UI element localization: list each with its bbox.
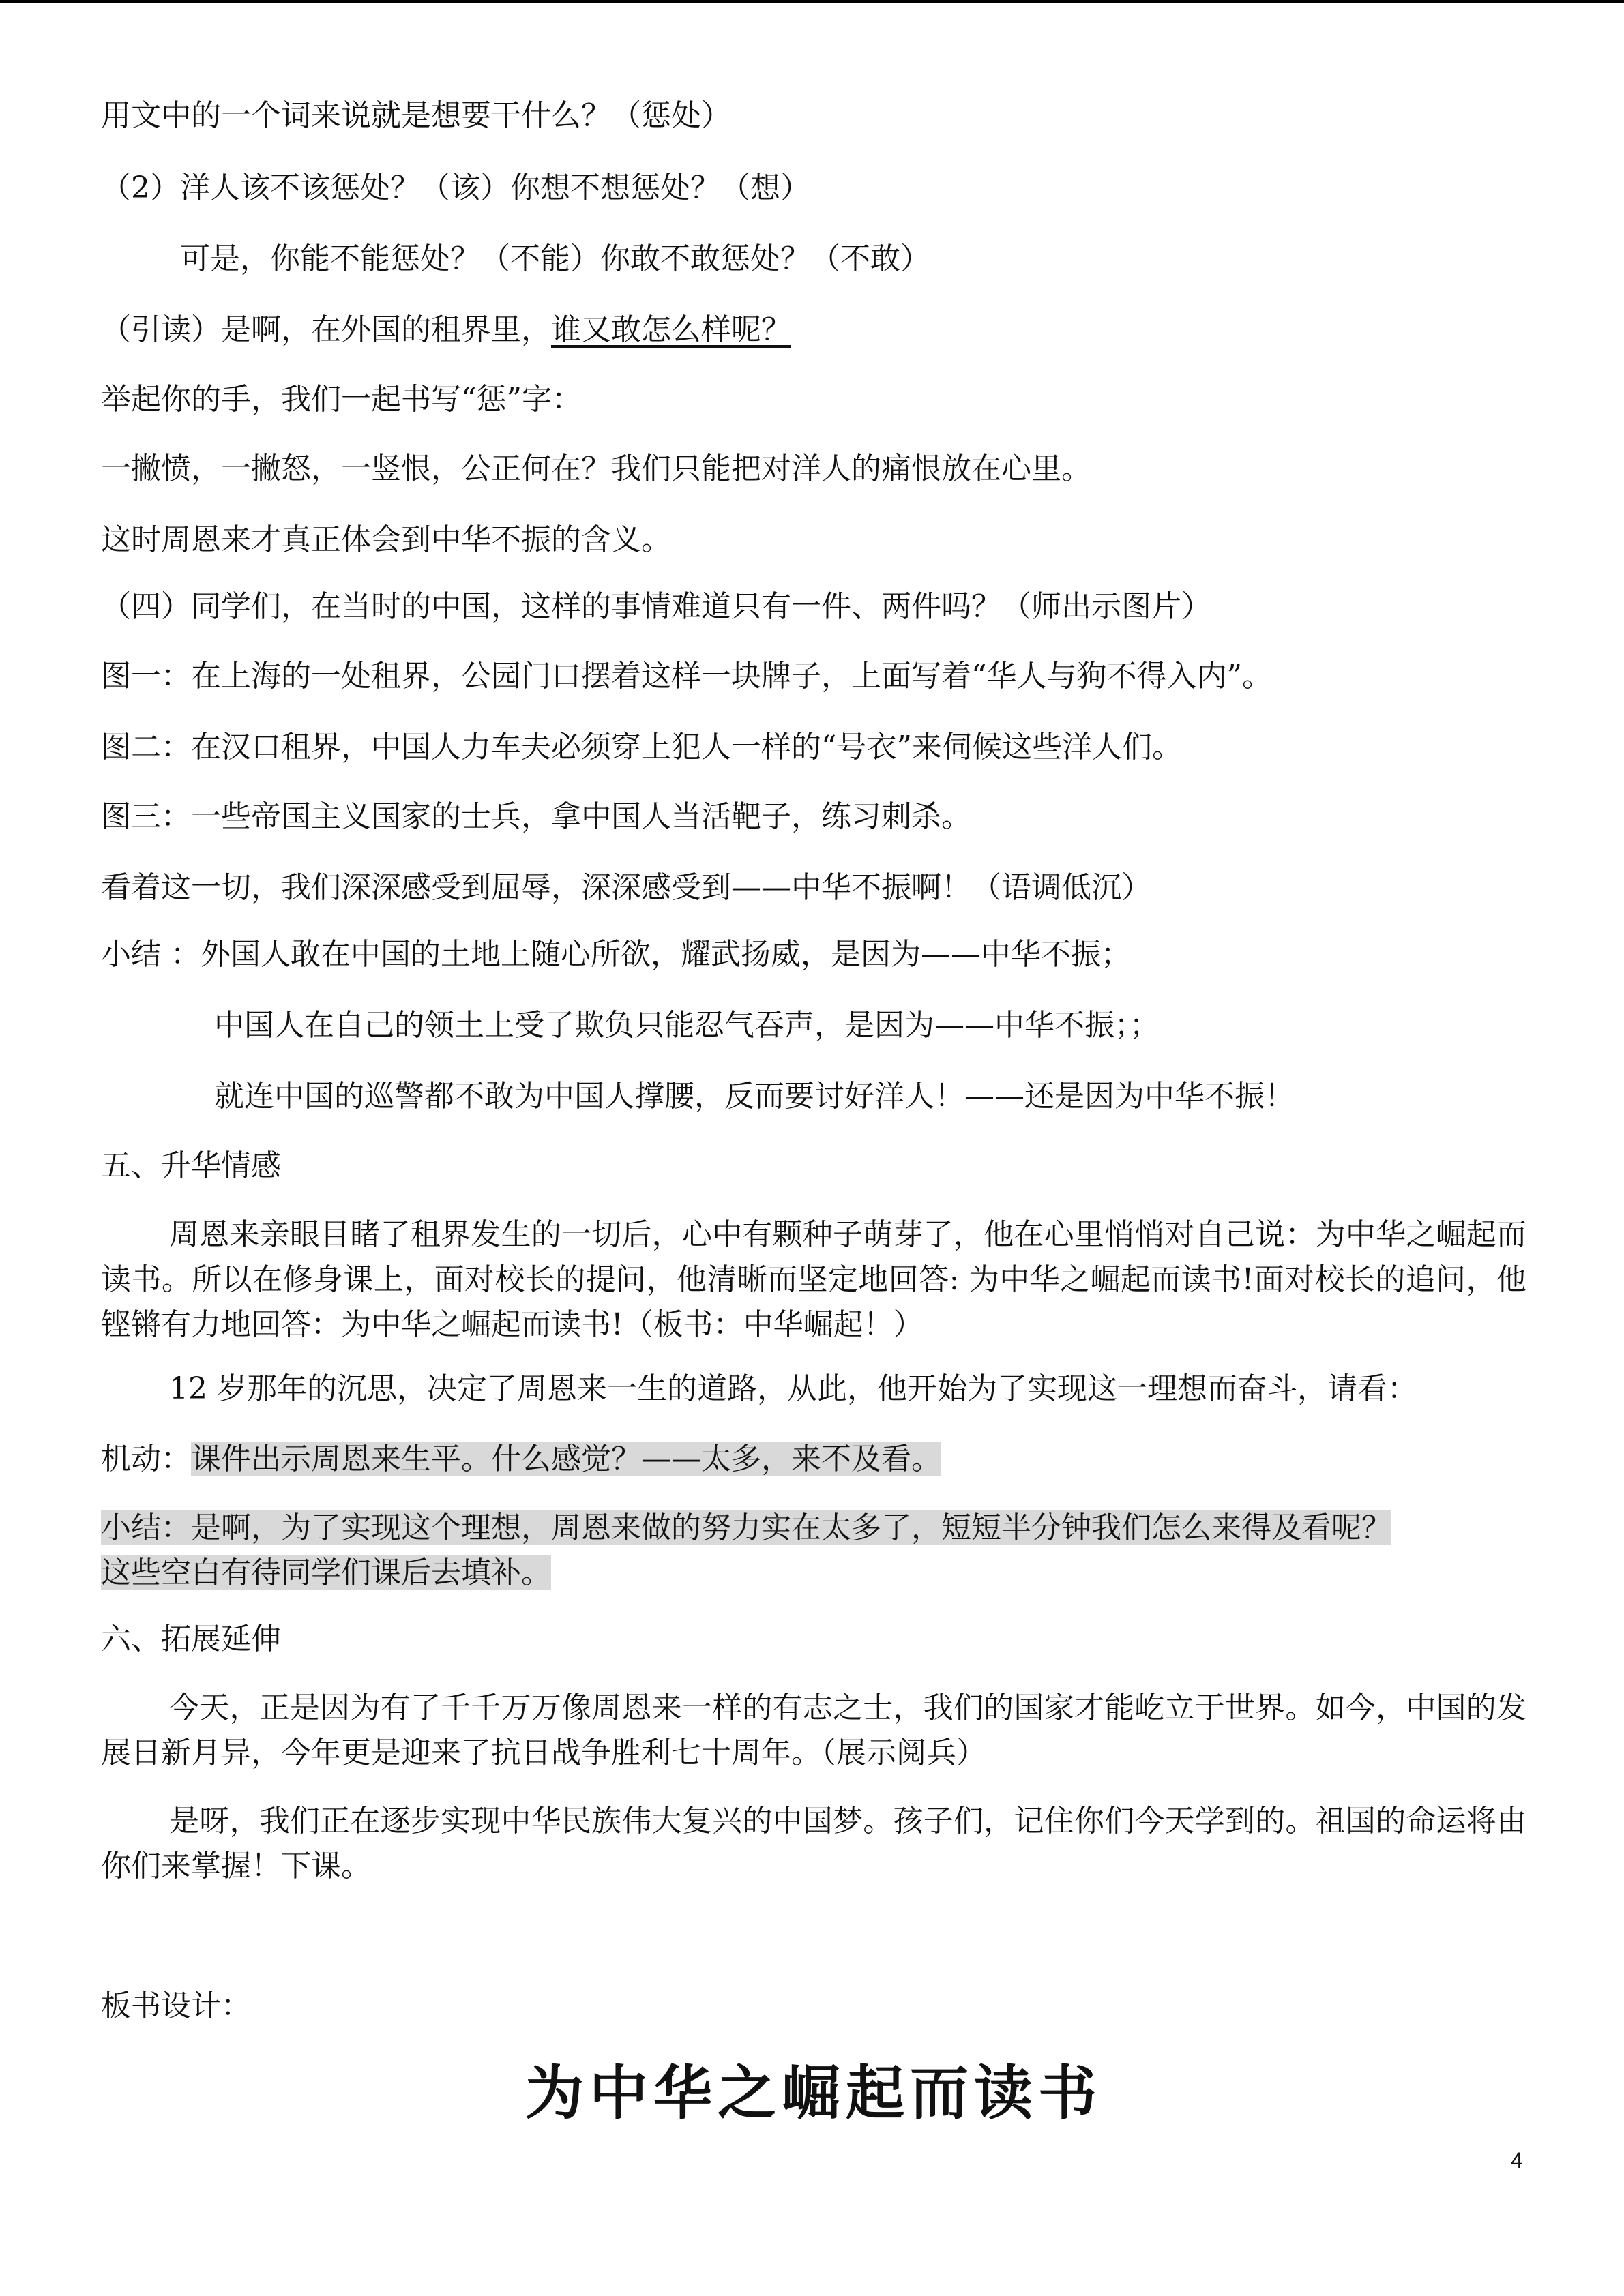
text-line [101,310,791,351]
paragraph: 今天，正是因为有了千千万万像周恩来一样的有志之士，我们的国家才能屹立于世界。如今，中国的发展日新月异，今年更是迎来了抗日战争胜利七十周年。（展示阅兵） [101,1690,1526,1770]
text-line: 用文中的一个词来说就是想要干什么？（惩处） [101,98,731,133]
text-line: 图二：在汉口租界，中国人力车夫必须穿上犯人一样的“号衣”来伺候这些洋人们。 [101,730,1182,764]
text-line: 可是，你能不能惩处？（不能）你敢不敢惩处？（不敢） [180,241,930,276]
text-line: 图三：一些帝国主义国家的士兵，拿中国人当活靶子，练习刺杀。 [101,799,971,834]
text-line: 图一：在上海的一处租界，公园门口摆着这样一块牌子，上面写着“华人与狗不得入内”。 [101,659,1272,694]
board-design-title: 为中华之崛起而读书 [525,2059,1102,2128]
text-segment: （引读）是啊，在外国的租界里， [101,312,551,347]
paragraph: 12 岁那年的沉思，决定了周恩来一生的道路，从此，他开始为了实现这一理想而奋斗，请看： [169,1371,1417,1406]
paragraph: 周恩来亲眼目睹了租界发生的一切后，心中有颗种子萌芽了，他在心里悄悄对自己说：为中华之崛起而读书。所以在修身课上，面对校长的提问，他清晰而坚定地回答: 为中华之崛起而读书!面对校长的追问，他铿锵有力地回答：为中华之崛起而读书!（板书：中华崛起！） [101,1217,1526,1342]
section-heading: 六、拓展延伸 [101,1622,281,1656]
page-number: 4 [1511,2148,1523,2173]
highlighted-text: 小结：是啊，为了实现这个理想，周恩来做的努力实在太多了，短短半分钟我们怎么来得及看呢？ [101,1510,1391,1545]
text-line: 就连中国的巡警都不敢为中国人撑腰，反而要讨好洋人！——还是因为中华不振！ [214,1079,1295,1114]
text-line: （2）洋人该不该惩处？（该）你想不想惩处？（想） [101,170,810,205]
text-line: 一撇愤，一撇怒，一竖恨，公正何在？我们只能把对洋人的痛恨放在心里。 [101,451,1091,486]
page-top-border [0,0,1624,3]
text-line: 中国人在自己的领土上受了欺负只能忍气吞声，是因为——中华不振；； [214,1008,1160,1043]
text-line: 板书设计： [101,1988,251,2023]
highlighted-block [101,1506,1506,1596]
highlighted-text: 课件出示周恩来生平。什么感觉？——太多，来不及看。 [191,1442,941,1476]
text-line: 看着这一切，我们深深感受到屈辱，深深感受到——中华不振啊！（语调低沉） [101,870,1151,905]
text-line: 小结 ：外国人敢在中国的土地上随心所欲，耀武扬威，是因为——中华不振； [101,937,1131,972]
text-segment: 机动： [101,1442,191,1476]
text-line: （四）同学们，在当时的中国，这样的事情难道只有一件、两件吗？（师出示图片） [101,589,1211,624]
paragraph: 是呀，我们正在逐步实现中华民族伟大复兴的中国梦。孩子们，记住你们今天学到的。祖国的命运将由你们来掌握！下课。 [101,1804,1526,1883]
highlighted-text: 这些空白有待同学们课后去填补。 [101,1555,551,1590]
section-heading: 五、升华情感 [101,1148,281,1183]
text-line [101,1439,941,1480]
text-line: 这时周恩来才真正体会到中华不振的含义。 [101,522,671,557]
underlined-text: 谁又敢怎么样呢？ [551,312,791,347]
text-line: 举起你的手，我们一起书写“惩”字： [101,382,582,417]
